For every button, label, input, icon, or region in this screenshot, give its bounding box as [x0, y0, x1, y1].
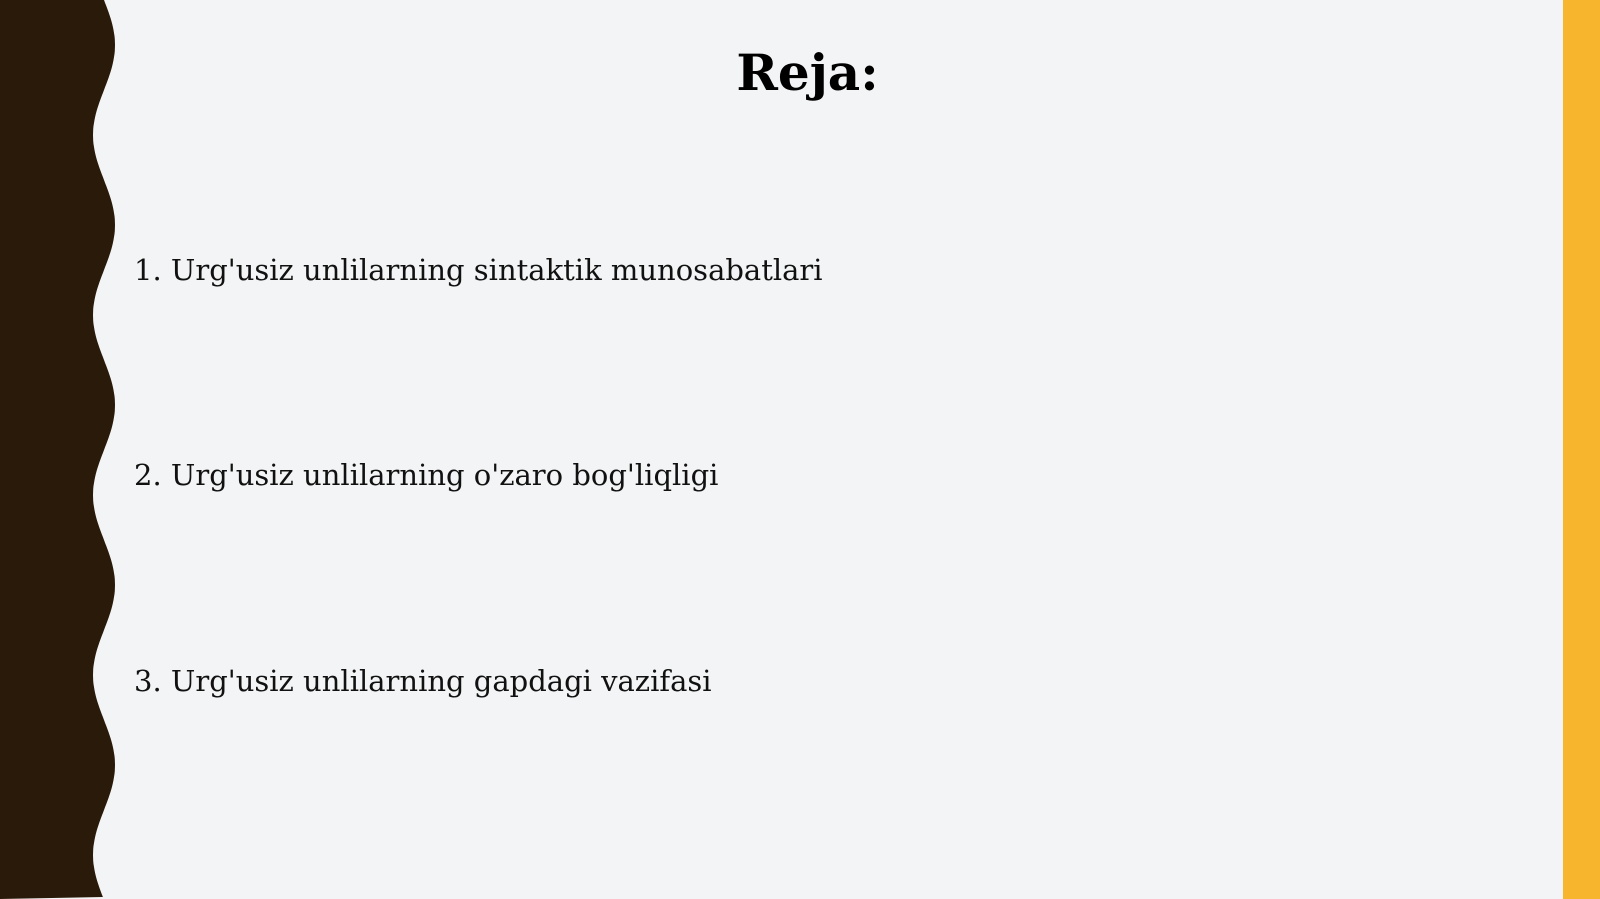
plan-item-1: 1. Urg'usiz unlilarning sintaktik munosabatlari [134, 253, 823, 287]
decorative-wave-band [0, 0, 120, 899]
accent-band [1563, 0, 1600, 899]
plan-item-3: 3. Urg'usiz unlilarning gapdagi vazifasi [134, 664, 712, 698]
slide-title: Reja: [736, 43, 879, 102]
plan-item-2: 2. Urg'usiz unlilarning o'zaro bog'liqligi [134, 458, 719, 492]
